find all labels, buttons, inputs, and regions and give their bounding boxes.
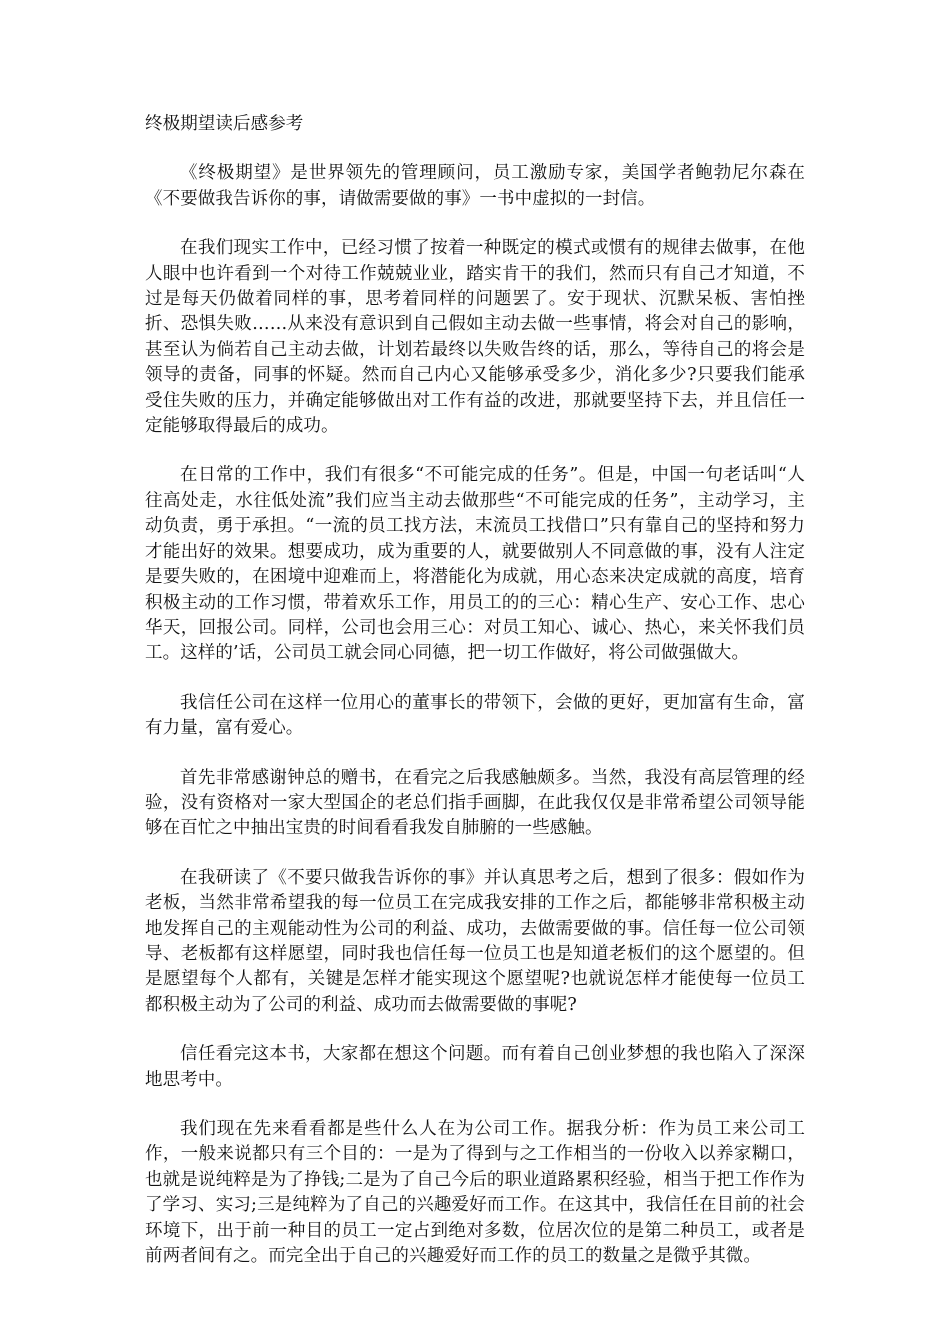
paragraph-7: 信任看完这本书，大家都在想这个问题。而有着自己创业梦想的我也陷入了深深地思考中。 [145, 1044, 805, 1090]
paragraph-5: 首先非常感谢钟总的赠书，在看完之后我感触颇多。当然，我没有高层管理的经验，没有资格对一家大型国企的老总们指手画脚，在此我仅仅是非常希望公司领导能够在百忙之中抽出宝贵的时间看看我发自肺腑的一些感触。 [145, 767, 805, 839]
paragraph-3: 在日常的工作中，我们有很多“不可能完成的任务”。但是，中国一句老话叫“人往高处走，水往低处流”我们应当主动去做那些“不可能完成的任务”，主动学习，主动负责，勇于承担。“一流的员工找方法，末流员工找借口”只有靠自己的坚持和努力才能出好的效果。想要成功，成为重要的人，就要做别人不同意做的事，没有人注定是要失败的，在困境中迎难而上，将潜能化为成就，用心态来决定成就的高度，培育积极主动的工作习惯，带着欢乐工作，用员工的的三心：精心生产、安心工作、忠心华天，回报公司。同样，公司也会用三心：对员工知心、诚心、热心，来关怀我们员工。这样的’话，公司员工就会同心同德，把一切工作做好，将公司做强做大。 [145, 465, 805, 664]
paragraph-4: 我信任公司在这样一位用心的董事长的带领下，会做的更好，更加富有生命，富有力量，富有爱心。 [145, 692, 805, 739]
paragraph-2: 在我们现实工作中，已经习惯了按着一种既定的模式或惯有的规律去做事，在他人眼中也许看到一个对待工作兢兢业业，踏实肯干的我们，然而只有自己才知道，不过是每天仍做着同样的事，思考着同样的问题罢了。安于现状、沉默呆板、害怕挫折、恐惧失败……从来没有意识到自己假如主动去做一些事情，将会对自己的影响，甚至认为倘若自己主动去做，计划若最终以失败告终的话，那么，等待自己的将会是领导的责备，同事的怀疑。然而自己内心又能够承受多少，消化多少?只要我们能承受住失败的压力，并确定能够做出对工作有益的改进，那就要坚持下去，并且信任一定能够取得最后的成功。 [145, 238, 805, 437]
paragraph-8: 我们现在先来看看都是些什么人在为公司工作。据我分析：作为员工来公司工作，一般来说都只有三个目的：一是为了得到与之工作相当的一份收入以养家糊口，也就是说纯粹是为了挣钱;二是为了自己今后的职业道路累积经验，相当于把工作作为了学习、实习;三是纯粹为了自己的兴趣爱好而工作。在这其中，我信任在目前的社会环境下，出于前一种目的员工一定占到绝对多数，位居次位的是第二种员工，或者是前两者间有之。而完全出于自己的兴趣爱好而工作的员工的数量之是微乎其微。 [145, 1119, 805, 1267]
document-page [145, 112, 805, 1293]
paragraph-6: 在我研读了《不要只做我告诉你的事》并认真思考之后，想到了很多：假如作为老板，当然非常希望我的每一位员工在完成我安排的工作之后，都能够非常积极主动地发挥自己的主观能动性为公司的利益、成功，去做需要做的事。信任每一位公司领导、老板都有这样愿望，同时我也信任每一位员工也是知道老板们的这个愿望的。但是愿望每个人都有，关键是怎样才能实现这个愿望呢?也就说怎样才能使每一位员工都积极主动为了公司的利益、成功而去做需要做的事呢? [145, 867, 805, 1015]
document-title: 终极期望读后感参考 [145, 114, 304, 134]
paragraph-1: 《终极期望》是世界领先的管理顾问，员工激励专家，美国学者鲍勃尼尔森在《不要做我告诉你的事，请做需要做的事》一书中虚拟的一封信。 [145, 163, 805, 209]
